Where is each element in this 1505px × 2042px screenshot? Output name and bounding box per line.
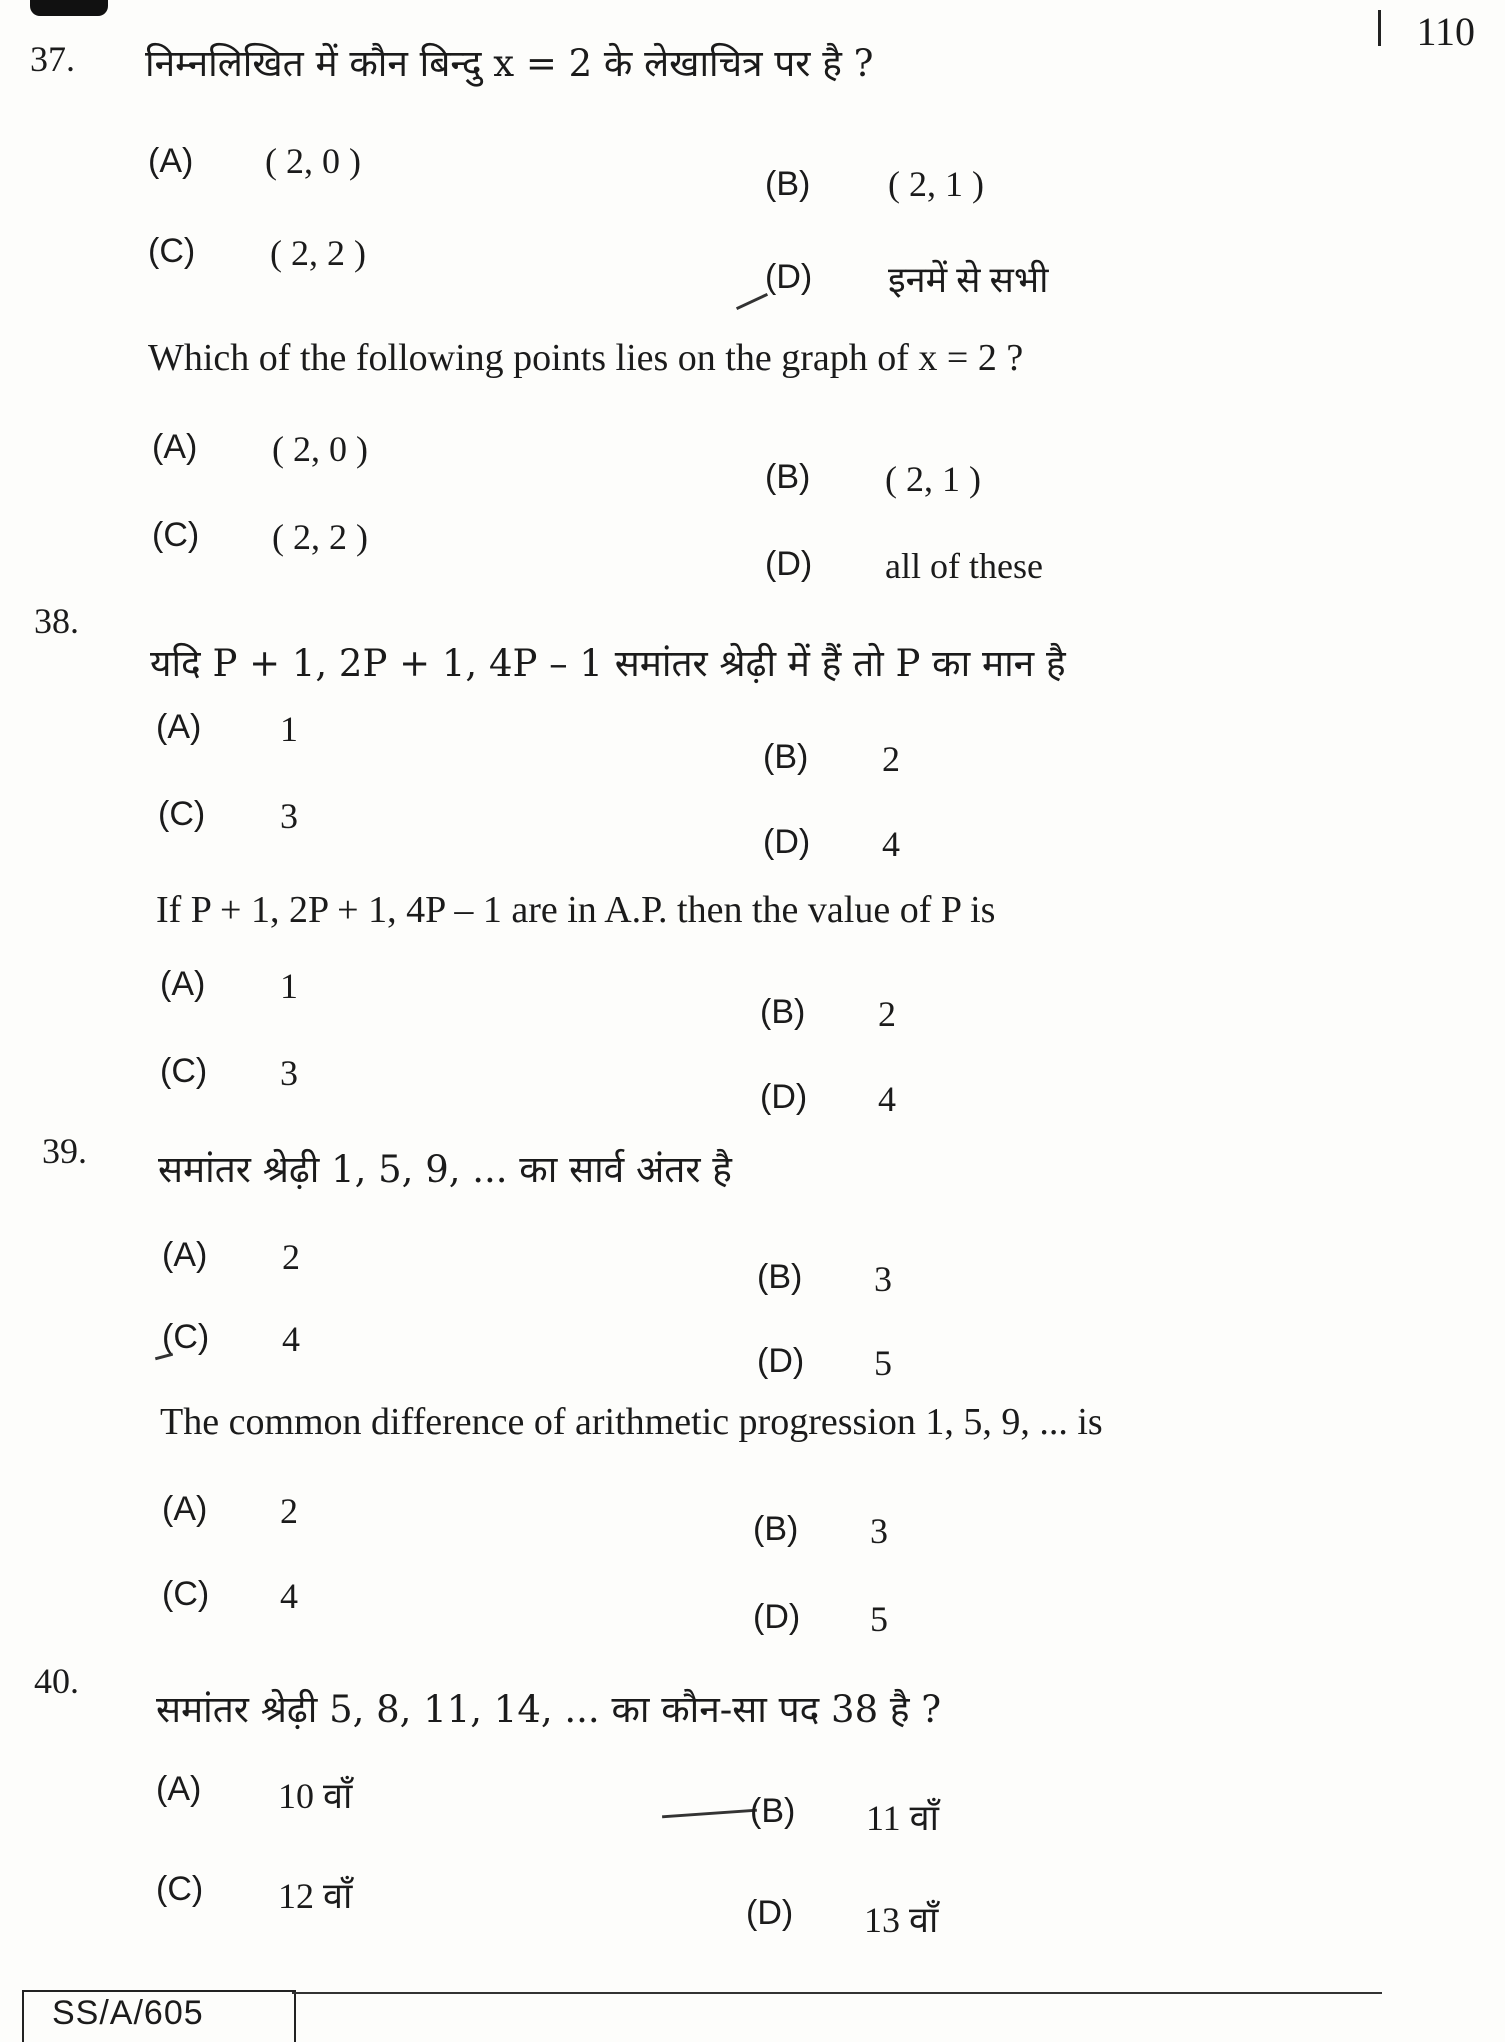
option-label: (D) (765, 258, 813, 296)
question-number: 38. (34, 601, 79, 641)
option-value: 12 वाँ (278, 1876, 353, 1916)
option-label: (C) (148, 232, 196, 270)
option-label: (A) (156, 1770, 202, 1808)
option-value: ( 2, 0 ) (265, 141, 361, 181)
option-label: (D) (760, 1078, 808, 1116)
page-number-bar (1378, 10, 1381, 46)
option-label: (D) (763, 823, 811, 861)
corner-mark (30, 0, 108, 16)
option-label: (A) (152, 428, 198, 466)
option-label: (B) (765, 458, 811, 496)
footer-code: SS/A/605 (52, 1994, 204, 2032)
option-value: 3 (874, 1259, 892, 1299)
question-text-hindi: समांतर श्रेढ़ी 5, 8, 11, 14, ... का कौन-सा पद 38 है ? (156, 1688, 942, 1731)
option-label: (C) (162, 1575, 210, 1613)
option-value: 3 (870, 1511, 888, 1551)
option-value: 10 वाँ (278, 1776, 353, 1816)
option-value: 3 (280, 796, 298, 836)
option-value: 4 (282, 1319, 300, 1359)
question-number: 39. (42, 1131, 87, 1171)
option-label: (B) (760, 993, 806, 1031)
option-label: (D) (757, 1342, 805, 1380)
option-label: (A) (156, 708, 202, 746)
option-label: (A) (148, 142, 194, 180)
option-value: ( 2, 2 ) (270, 233, 366, 273)
option-label: (A) (160, 965, 206, 1003)
option-value: 13 वाँ (864, 1900, 939, 1940)
option-label: (D) (753, 1598, 801, 1636)
pen-tick-mark (736, 293, 768, 310)
option-label: (B) (750, 1792, 796, 1830)
question-text-english: If P + 1, 2P + 1, 4P – 1 are in A.P. then the value of P is (156, 889, 996, 931)
question-number: 37. (30, 39, 75, 79)
question-text-hindi: निम्नलिखित में कौन बिन्दु x = 2 के लेखाचित्र पर है ? (145, 42, 874, 85)
option-value: ( 2, 2 ) (272, 517, 368, 557)
option-value: ( 2, 1 ) (885, 459, 981, 499)
option-label: (A) (162, 1490, 208, 1528)
option-value: 2 (282, 1237, 300, 1277)
option-value: ( 2, 0 ) (272, 429, 368, 469)
option-value: 5 (874, 1343, 892, 1383)
option-label: (B) (763, 738, 809, 776)
question-text-english: The common difference of arithmetic progression 1, 5, 9, ... is (160, 1401, 1103, 1443)
option-value: इनमें से सभी (888, 260, 1049, 300)
question-text-english: Which of the following points lies on the graph of x = 2 ? (148, 337, 1024, 379)
option-label: (D) (765, 545, 813, 583)
option-value: 4 (882, 824, 900, 864)
option-label: (C) (152, 516, 200, 554)
option-value: 2 (882, 739, 900, 779)
option-value: 3 (280, 1053, 298, 1093)
option-value: 2 (878, 994, 896, 1034)
option-label: (B) (757, 1258, 803, 1296)
footer-rule (292, 1992, 1382, 1994)
option-value: 2 (280, 1491, 298, 1531)
option-label: (C) (158, 795, 206, 833)
pen-tick-mark (662, 1809, 757, 1819)
option-label: (C) (162, 1318, 210, 1356)
option-value: all of these (885, 546, 1043, 586)
option-label: (C) (156, 1870, 204, 1908)
question-number: 40. (34, 1661, 79, 1701)
option-label: (D) (746, 1894, 794, 1932)
option-label: (B) (765, 165, 811, 203)
option-label: (B) (753, 1510, 799, 1548)
option-value: 5 (870, 1599, 888, 1639)
option-label: (A) (162, 1236, 208, 1274)
question-text-hindi: यदि P + 1, 2P + 1, 4P – 1 समांतर श्रेढ़ी में हैं तो P का मान है (150, 642, 1066, 685)
option-value: 4 (280, 1576, 298, 1616)
page-number: 110 (1416, 9, 1475, 54)
option-value: 11 वाँ (866, 1798, 940, 1838)
question-text-hindi: समांतर श्रेढ़ी 1, 5, 9, ... का सार्व अंतर है (158, 1148, 732, 1191)
option-value: 4 (878, 1079, 896, 1119)
option-value: 1 (280, 966, 298, 1006)
option-value: 1 (280, 709, 298, 749)
option-label: (C) (160, 1052, 208, 1090)
option-value: ( 2, 1 ) (888, 164, 984, 204)
